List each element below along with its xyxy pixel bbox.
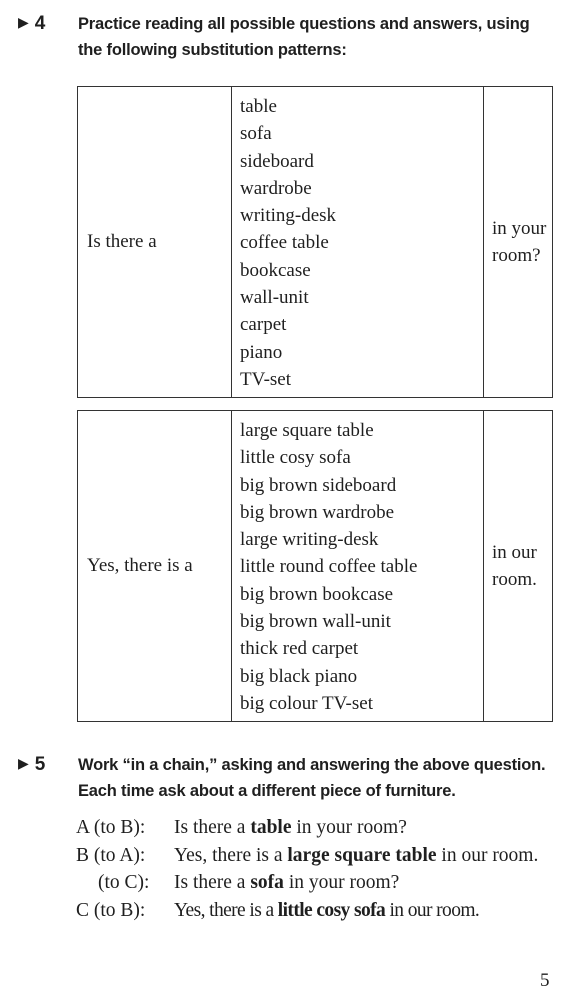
utterance-text: Is there a xyxy=(174,872,251,893)
exercise-5-marker xyxy=(18,752,78,804)
exercise-4-number: 4 xyxy=(34,13,46,34)
exercise-4-instruction: Practice reading all possible questions and answers, using the following substitution patterns: xyxy=(78,15,530,59)
list-item: sideboard xyxy=(240,150,314,172)
speaker-label: (to C): xyxy=(98,872,150,893)
utterance xyxy=(174,814,566,842)
speaker-label: B (to A): xyxy=(76,844,146,866)
exercise-4-marker xyxy=(18,11,78,63)
utterance-text: in our room. xyxy=(385,899,480,921)
dialogue xyxy=(76,814,566,924)
triangle-icon: ▶ xyxy=(18,755,29,771)
list-item: bookcase xyxy=(240,259,311,281)
list-item: writing-desk xyxy=(240,205,337,227)
list-item: piano xyxy=(240,341,283,363)
speaker-label: C (to B): xyxy=(76,899,146,921)
utterance-bold: sofa xyxy=(250,872,284,893)
list-item: big colour TV-set xyxy=(240,692,373,714)
list-item: little round coffee table xyxy=(240,556,418,578)
list-item: TV-set xyxy=(240,368,292,390)
utterance xyxy=(174,897,566,925)
table-row xyxy=(78,411,553,722)
exercise-5-number: 5 xyxy=(34,754,46,775)
table-right-line: room. xyxy=(492,569,537,591)
list-item: thick red carpet xyxy=(240,638,359,660)
table-left-cell: Is there a xyxy=(78,87,232,398)
dialogue-line xyxy=(76,869,566,897)
utterance-text: Yes, there is a xyxy=(174,844,288,866)
list-item: big brown wall-unit xyxy=(240,611,391,633)
list-item: little cosy sofa xyxy=(240,447,351,469)
utterance-text: in your room? xyxy=(291,817,407,838)
table-items-cell xyxy=(232,411,484,722)
dialogue-line xyxy=(76,842,566,870)
list-item: coffee table xyxy=(240,232,329,254)
exercise-4-heading xyxy=(18,11,556,63)
list-item: table xyxy=(240,96,277,117)
list-item: large square table xyxy=(240,420,374,441)
utterance-bold: little cosy sofa xyxy=(277,899,386,921)
table-items-cell xyxy=(232,87,484,398)
list-item: big brown wardrobe xyxy=(240,501,395,523)
speaker-label: A (to B): xyxy=(76,817,146,838)
table-row xyxy=(78,87,553,398)
substitution-table-answer xyxy=(77,410,553,722)
table-right-cell xyxy=(484,411,553,722)
table-right-line: in your xyxy=(492,218,547,240)
list-item: big black piano xyxy=(240,665,358,687)
exercise-5-heading xyxy=(18,752,556,804)
table-right-line: in our xyxy=(492,542,537,564)
triangle-icon: ▶ xyxy=(18,14,29,30)
utterance-text: in our room. xyxy=(436,844,539,866)
utterance-bold: table xyxy=(250,817,292,838)
utterance-bold: large square table xyxy=(287,844,437,866)
list-item: big brown bookcase xyxy=(240,583,394,605)
page-number: 5 xyxy=(540,970,550,991)
dialogue-line xyxy=(76,897,566,925)
utterance xyxy=(174,842,566,870)
list-item: wall-unit xyxy=(240,287,309,309)
utterance xyxy=(174,869,566,897)
list-item: big brown sideboard xyxy=(240,474,397,496)
table-left-cell: Yes, there is a xyxy=(78,411,232,722)
utterance-text: Yes, there is a xyxy=(174,899,278,921)
list-item: carpet xyxy=(240,314,287,336)
list-item: large writing-desk xyxy=(240,529,379,551)
list-item: wardrobe xyxy=(240,177,312,199)
utterance-text: in your room? xyxy=(283,872,400,893)
utterance-text: Is there a xyxy=(174,817,251,838)
substitution-table-question xyxy=(77,86,553,398)
exercise-5-instruction: Work “in a chain,” asking and answering the above question. Each time ask about a different piece of furniture. xyxy=(78,756,546,800)
table-right-line: room? xyxy=(492,245,541,267)
dialogue-line xyxy=(76,814,566,842)
table-right-cell xyxy=(484,87,553,398)
list-item: sofa xyxy=(240,123,272,145)
